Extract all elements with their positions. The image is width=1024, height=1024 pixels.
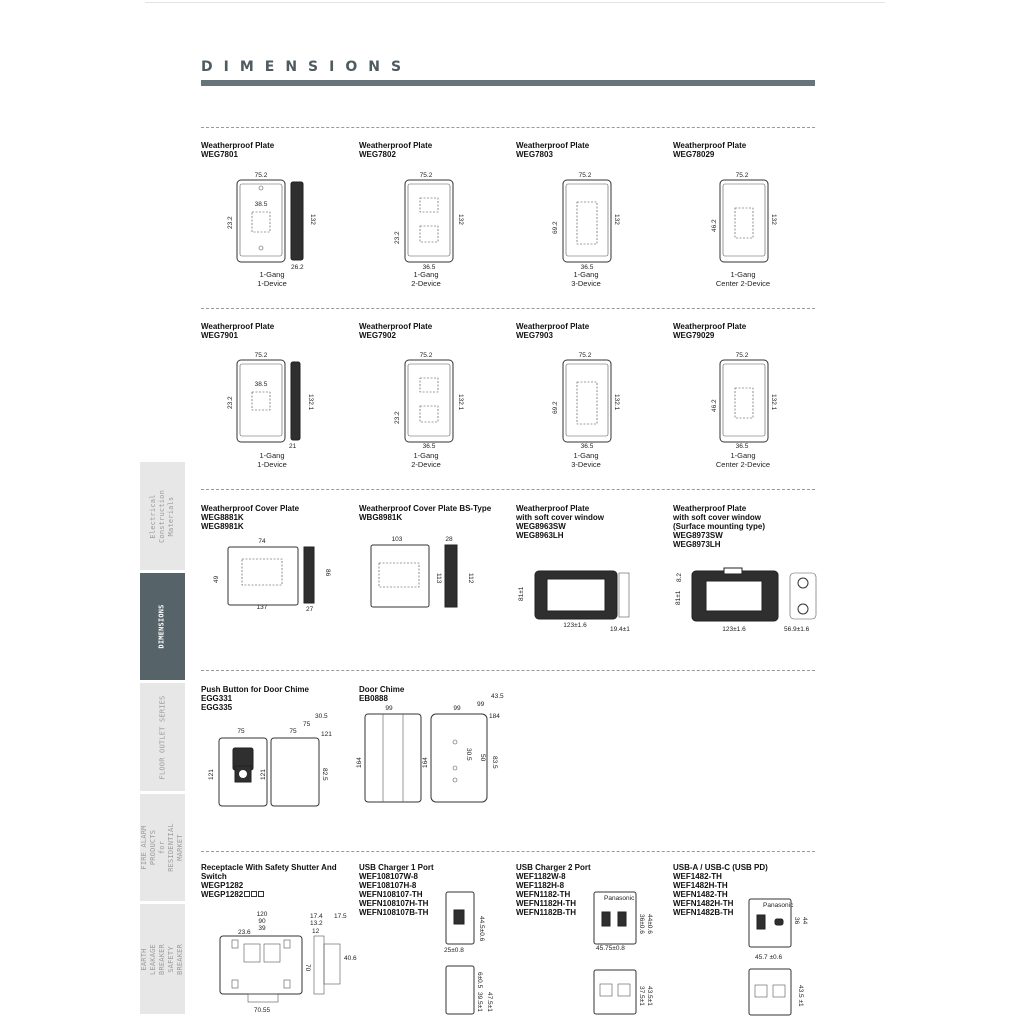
drawing-egg331 xyxy=(205,706,335,811)
product-caption: 1-Gang 2-Device xyxy=(411,451,441,469)
svg-text:56.9±1.6: 56.9±1.6 xyxy=(784,626,810,633)
svg-text:Panasonic: Panasonic xyxy=(604,895,635,902)
svg-text:38.5: 38.5 xyxy=(254,381,268,388)
svg-text:75.2: 75.2 xyxy=(419,172,433,179)
svg-text:70: 70 xyxy=(304,964,311,972)
product-code: WEG8881K WEG8981K xyxy=(201,513,244,531)
svg-text:39.5±1: 39.5±1 xyxy=(476,992,483,1012)
svg-text:75: 75 xyxy=(303,721,311,728)
product-wegp1282 xyxy=(201,863,341,899)
svg-text:99: 99 xyxy=(477,701,485,708)
section-divider xyxy=(201,670,815,671)
svg-text:30.5: 30.5 xyxy=(315,713,328,720)
product-title: Receptacle With Safety Shutter And Switch xyxy=(201,863,337,881)
drawing-weg7802 xyxy=(395,170,475,270)
svg-text:36.5: 36.5 xyxy=(580,443,594,450)
svg-text:13.2: 13.2 xyxy=(310,920,323,927)
product-code: WEG7803 xyxy=(516,150,553,159)
product-title: Weatherproof Plate xyxy=(516,322,590,331)
product-wbg8981k xyxy=(359,504,509,522)
product-title: Weatherproof Plate xyxy=(673,322,747,331)
product-title: Weatherproof Plate xyxy=(359,141,433,150)
drawing-weg8973sw xyxy=(672,565,822,635)
product-title: Weatherproof Plate xyxy=(516,141,590,150)
svg-text:17.4: 17.4 xyxy=(310,913,323,920)
svg-text:36: 36 xyxy=(793,917,800,925)
drawing-weg8881k xyxy=(212,535,342,615)
svg-text:75.2: 75.2 xyxy=(578,352,592,359)
svg-text:75.2: 75.2 xyxy=(419,352,433,359)
product-code: WEG78029 xyxy=(673,150,715,159)
svg-text:83.5: 83.5 xyxy=(491,756,498,769)
product-caption: 1-Gang 3-Device xyxy=(571,451,601,469)
svg-text:81±1: 81±1 xyxy=(518,586,525,601)
product-code: WBG8981K xyxy=(359,513,403,522)
svg-text:36±0.6: 36±0.6 xyxy=(638,914,645,934)
product-caption: 1-Gang 1-Device xyxy=(257,270,287,288)
svg-text:75.2: 75.2 xyxy=(735,172,749,179)
svg-text:39: 39 xyxy=(258,925,266,932)
product-caption: 1-Gang Center 2-Device xyxy=(715,451,771,469)
side-tab-floor-outlet[interactable] xyxy=(140,683,185,791)
side-tab-label: FIRE ALARM PRODUCTS for RESIDENTIAL MARKET xyxy=(140,823,184,872)
svg-text:8.2: 8.2 xyxy=(676,572,683,582)
svg-text:123±1.6: 123±1.6 xyxy=(563,622,587,629)
section-divider xyxy=(201,308,815,309)
svg-text:36.5: 36.5 xyxy=(580,264,594,271)
product-code: WEF1482-TH WEF1482H-TH WEFN1482-TH WEFN1482H-TH WEFN1482B-TH xyxy=(673,872,734,917)
product-title: USB Charger 2 Port xyxy=(516,863,591,872)
product-code: WEG7903 xyxy=(516,331,553,340)
drawing-wef1482 xyxy=(745,895,825,1019)
product-weg7902 xyxy=(359,322,509,340)
svg-text:23.2: 23.2 xyxy=(394,411,401,424)
product-weg7901 xyxy=(201,322,351,340)
svg-text:137: 137 xyxy=(256,604,268,611)
drawing-eb0888 xyxy=(355,690,515,805)
svg-text:26.2: 26.2 xyxy=(291,264,304,271)
section-divider xyxy=(201,127,815,128)
drawing-weg8963sw xyxy=(515,565,645,635)
product-title: USB-A / USB-C (USB PD) xyxy=(673,863,768,872)
title-bar xyxy=(201,80,815,86)
svg-text:43.5 ±1: 43.5 ±1 xyxy=(797,985,804,1007)
svg-text:36.5: 36.5 xyxy=(422,443,436,450)
svg-text:81±1: 81±1 xyxy=(675,590,682,605)
svg-text:132.1: 132.1 xyxy=(770,394,777,411)
product-code: WEF1182W-8 WEF1182H-8 WEFN1182-TH WEFN1182H-TH WEFN1182B-TH xyxy=(516,872,577,917)
product-code: WEG7902 xyxy=(359,331,396,340)
svg-text:23.2: 23.2 xyxy=(227,396,234,409)
svg-text:120: 120 xyxy=(256,911,268,918)
svg-text:47.5±1: 47.5±1 xyxy=(486,992,493,1012)
svg-text:132.1: 132.1 xyxy=(307,394,314,411)
svg-text:113: 113 xyxy=(435,573,442,584)
drawing-weg7902 xyxy=(395,350,475,450)
svg-text:132.1: 132.1 xyxy=(457,394,464,411)
drawing-wegp1282 xyxy=(218,908,368,1016)
svg-text:28: 28 xyxy=(445,536,453,543)
svg-text:19.4±1: 19.4±1 xyxy=(610,626,630,633)
svg-text:27: 27 xyxy=(306,606,314,613)
drawing-wbg8981k xyxy=(365,535,495,615)
svg-text:17.5: 17.5 xyxy=(334,913,347,920)
product-weg79029 xyxy=(673,322,823,340)
svg-text:75.2: 75.2 xyxy=(254,352,268,359)
svg-text:50: 50 xyxy=(479,754,486,762)
svg-text:74: 74 xyxy=(258,538,266,545)
svg-text:44: 44 xyxy=(801,917,808,925)
svg-text:86: 86 xyxy=(324,569,331,577)
drawing-weg7803 xyxy=(553,170,633,270)
svg-text:103: 103 xyxy=(391,536,403,543)
product-title: Weatherproof Plate xyxy=(673,141,747,150)
svg-text:121: 121 xyxy=(208,769,215,780)
svg-text:46.2: 46.2 xyxy=(711,399,718,412)
side-tab-earth-leakage[interactable] xyxy=(140,904,185,1014)
product-caption: 1-Gang 1-Device xyxy=(257,451,287,469)
product-title: Weatherproof Plate xyxy=(359,322,433,331)
product-weg78029 xyxy=(673,141,823,159)
product-caption: 1-Gang 2-Device xyxy=(411,270,441,288)
svg-text:12: 12 xyxy=(312,928,320,935)
svg-text:49: 49 xyxy=(213,575,220,583)
svg-text:44±0.6: 44±0.6 xyxy=(646,914,653,934)
svg-text:121: 121 xyxy=(260,769,267,780)
svg-text:121: 121 xyxy=(321,731,332,738)
svg-text:43.5±1: 43.5±1 xyxy=(646,986,653,1006)
product-weg8881k xyxy=(201,504,351,531)
svg-text:112: 112 xyxy=(467,573,474,584)
product-weg7903 xyxy=(516,322,666,340)
product-code: WEG7801 xyxy=(201,150,238,159)
side-tab-label: Electrical Construction Materials xyxy=(149,489,175,543)
product-weg7803 xyxy=(516,141,666,159)
svg-text:44.5±0.6: 44.5±0.6 xyxy=(478,916,485,942)
product-weg8963sw xyxy=(516,504,666,540)
drawing-weg7901 xyxy=(225,350,325,450)
product-title: Weatherproof Plate xyxy=(201,322,275,331)
side-tab-electrical-construction[interactable] xyxy=(140,462,185,570)
top-rule xyxy=(145,2,885,3)
svg-text:70.55: 70.55 xyxy=(253,1007,271,1014)
svg-text:99: 99 xyxy=(385,705,393,712)
svg-text:21: 21 xyxy=(289,443,297,450)
product-code: EB0888 xyxy=(359,694,388,703)
svg-text:99: 99 xyxy=(453,705,461,712)
side-tab-label: DIMENSIONS xyxy=(158,604,166,649)
svg-text:123±1.6: 123±1.6 xyxy=(722,626,746,633)
side-tab-label: EARTH LEAKAGE BREAKER SAFETY BREAKER xyxy=(140,943,184,975)
svg-text:164: 164 xyxy=(356,757,363,768)
svg-text:132: 132 xyxy=(309,214,316,225)
svg-text:90: 90 xyxy=(258,918,266,925)
svg-text:23.2: 23.2 xyxy=(227,216,234,229)
section-divider xyxy=(201,489,815,490)
svg-text:132.1: 132.1 xyxy=(613,394,620,411)
drawing-weg78029 xyxy=(710,170,790,270)
section-divider xyxy=(201,851,815,852)
product-code: WEG7802 xyxy=(359,150,396,159)
svg-text:75: 75 xyxy=(289,728,297,735)
product-code: WEG8973SW WEG8973LH xyxy=(673,531,723,549)
product-title: Weatherproof Plate with soft cover window (Surface mounting type) xyxy=(673,504,766,531)
product-code-variant: WEGP1282 xyxy=(201,890,341,899)
product-code: EGG331 EGG335 xyxy=(201,694,233,712)
drawing-weg79029 xyxy=(710,350,790,450)
svg-text:25±0.8: 25±0.8 xyxy=(444,947,464,954)
svg-text:36.5: 36.5 xyxy=(735,443,749,450)
page-title: DIMENSIONS xyxy=(201,59,413,75)
product-weg8973sw xyxy=(673,504,823,549)
side-tab-fire-alarm[interactable] xyxy=(140,794,185,901)
svg-text:36.5: 36.5 xyxy=(422,264,436,271)
svg-text:45.7 ±0.6: 45.7 ±0.6 xyxy=(755,954,783,961)
svg-text:Panasonic: Panasonic xyxy=(763,902,794,909)
product-title: Door Chime xyxy=(359,685,405,694)
svg-text:40.6: 40.6 xyxy=(344,955,357,962)
product-code: WEG7901 xyxy=(201,331,238,340)
drawing-wef1182 xyxy=(590,888,670,1018)
svg-text:69.2: 69.2 xyxy=(552,401,559,414)
product-code: WEF108107W-8 WEF108107H-8 WEFN108107-TH WEFN108107H-TH WEFN108107B-TH xyxy=(359,872,429,917)
product-code: WEG8963SW WEG8963LH xyxy=(516,522,566,540)
svg-text:164: 164 xyxy=(422,757,429,768)
product-weg7802 xyxy=(359,141,509,159)
svg-text:132: 132 xyxy=(770,214,777,225)
product-title: USB Charger 1 Port xyxy=(359,863,434,872)
svg-text:82.5: 82.5 xyxy=(321,768,328,781)
svg-text:6±0.5: 6±0.5 xyxy=(476,972,483,989)
svg-text:46.2: 46.2 xyxy=(711,219,718,232)
svg-text:43.5: 43.5 xyxy=(491,693,504,700)
product-title: Weatherproof Plate xyxy=(201,141,275,150)
drawing-weg7903 xyxy=(553,350,633,450)
side-tab-label: FLOOR OUTLET SERIES xyxy=(158,695,166,779)
product-weg7801 xyxy=(201,141,351,159)
svg-text:132: 132 xyxy=(613,214,620,225)
product-caption: 1-Gang Center 2-Device xyxy=(715,270,771,288)
product-title: Weatherproof Cover Plate BS-Type xyxy=(359,504,492,513)
svg-text:30.5: 30.5 xyxy=(465,748,472,761)
svg-text:38.5: 38.5 xyxy=(254,201,268,208)
svg-text:23.2: 23.2 xyxy=(394,231,401,244)
product-title: Push Button for Door Chime xyxy=(201,685,309,694)
product-title: Weatherproof Plate with soft cover window xyxy=(516,504,605,522)
svg-text:132: 132 xyxy=(457,214,464,225)
svg-text:75.2: 75.2 xyxy=(578,172,592,179)
svg-text:45.75±0.8: 45.75±0.8 xyxy=(596,945,625,952)
product-code: WEGP1282 xyxy=(201,881,244,890)
svg-text:37.5±1: 37.5±1 xyxy=(638,986,645,1006)
svg-text:184: 184 xyxy=(489,713,500,720)
drawing-weg7801 xyxy=(225,170,325,270)
side-tab-dimensions[interactable] xyxy=(140,573,185,680)
svg-text:75.2: 75.2 xyxy=(254,172,268,179)
product-caption: 1-Gang 3-Device xyxy=(571,270,601,288)
product-title: Weatherproof Cover Plate xyxy=(201,504,300,513)
svg-text:75: 75 xyxy=(237,728,245,735)
product-code: WEG79029 xyxy=(673,331,715,340)
svg-text:69.2: 69.2 xyxy=(552,221,559,234)
svg-text:23.6: 23.6 xyxy=(238,929,251,936)
svg-text:75.2: 75.2 xyxy=(735,352,749,359)
drawing-wef108107 xyxy=(440,888,510,1018)
